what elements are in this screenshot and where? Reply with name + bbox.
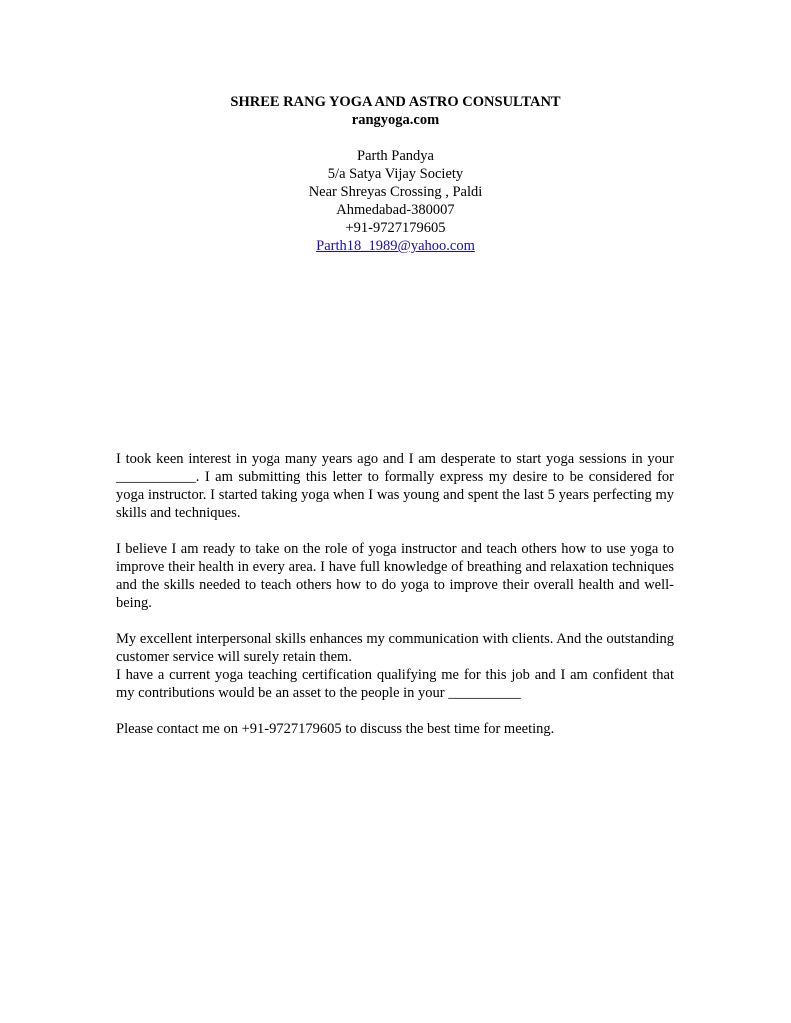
company-website: rangyoga.com: [351, 112, 440, 128]
paragraph-intro: I took keen interest in yoga many years ago and I am desperate to start yoga sessions in your ___________. I am submitting this letter to formally express my desire to be considered for yoga instructor. I started taking yoga when I was young and spent the last 5 years perfecting my skills and techniques.: [116, 451, 674, 521]
address-line-1: 5/a Satya Vijay Society: [327, 166, 464, 182]
letterhead: [0, 93, 791, 255]
email-link[interactable]: Parth18_1989@yahoo.com: [316, 238, 475, 254]
address-city: Ahmedabad-380007: [336, 202, 455, 218]
address-line-2: Near Shreyas Crossing , Paldi: [308, 184, 483, 200]
paragraph-skills: My excellent interpersonal skills enhances my communication with clients. And the outstanding customer service will surely retain them.: [116, 631, 674, 665]
paragraph-qualifications: I believe I am ready to take on the role of yoga instructor and teach others how to use yoga to improve their health in every area. I have full knowledge of breathing and relaxation techniques and the skills needed to teach others how to do yoga to improve their overall health and well-being.: [116, 541, 674, 611]
company-title: SHREE RANG YOGA AND ASTRO CONSULTANT: [230, 94, 561, 110]
letter-body: [116, 450, 674, 738]
paragraph-certification: I have a current yoga teaching certification qualifying me for this job and I am confident that my contributions would be an asset to the people in your __________: [116, 667, 674, 701]
sender-name: Parth Pandya: [357, 148, 434, 164]
phone-number: +91-9727179605: [345, 220, 446, 236]
paragraph-contact: Please contact me on +91-9727179605 to discuss the best time for meeting.: [116, 721, 555, 737]
